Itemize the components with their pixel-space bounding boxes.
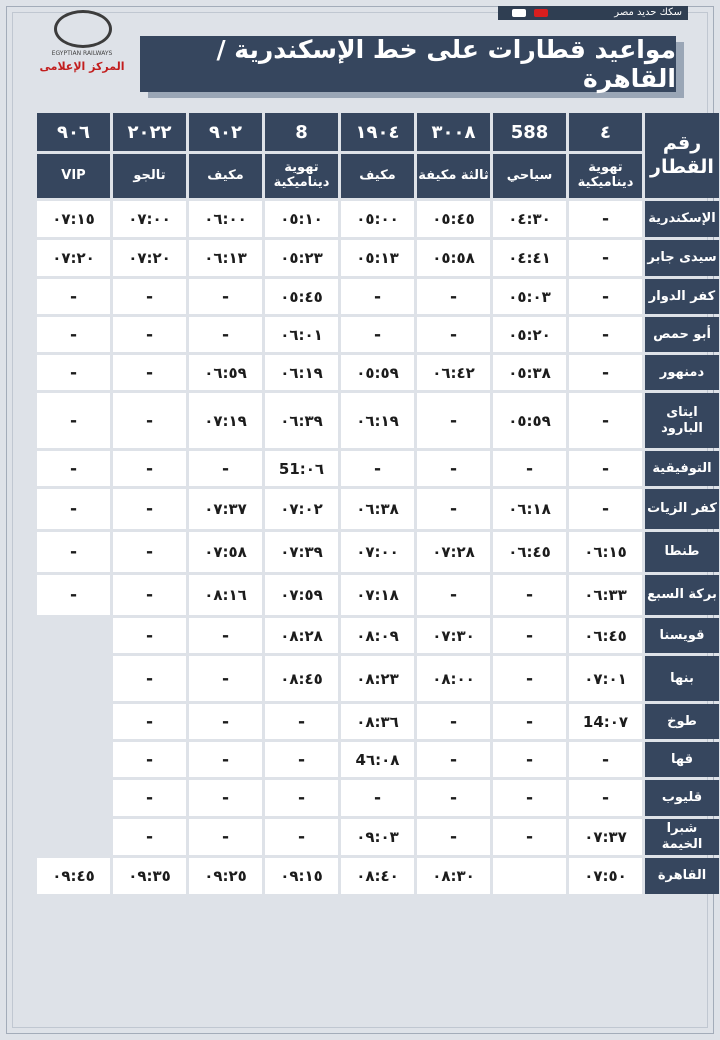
time-cell: - xyxy=(417,279,490,314)
time-cell: - xyxy=(569,240,642,276)
time-cell: ٠٥:٣٨ xyxy=(493,355,566,390)
time-cell: - xyxy=(113,532,186,572)
facebook-icon[interactable] xyxy=(512,9,526,17)
train-number: ١٩٠٤ xyxy=(341,113,414,151)
time-cell: ٠٦:٣٣ xyxy=(569,575,642,615)
train-number: ٩٠٦ xyxy=(37,113,110,151)
time-cell: ٠٩:٣٥ xyxy=(113,858,186,894)
time-cell: ٠٨:٠٩ xyxy=(341,618,414,653)
train-type: سياحي xyxy=(493,154,566,198)
table-row xyxy=(37,704,719,739)
station-name: كفر الدوار xyxy=(645,279,719,314)
time-cell: - xyxy=(189,279,262,314)
time-cell: ٠٨:١٦ xyxy=(189,575,262,615)
time-cell: ٠٥:٥٩ xyxy=(341,355,414,390)
time-cell: ٠٧:٥٨ xyxy=(189,532,262,572)
table-row xyxy=(37,317,719,352)
station-name: طنطا xyxy=(645,532,719,572)
time-cell: - xyxy=(113,451,186,486)
time-cell: - xyxy=(493,451,566,486)
time-cell: - xyxy=(189,656,262,701)
time-cell: ٠٦:51 xyxy=(265,451,338,486)
station-name: شبرا الخيمة xyxy=(645,819,719,855)
train-number: ٩٠٢ xyxy=(189,113,262,151)
train-type: مكيف xyxy=(341,154,414,198)
time-cell: ٠٨:٣٦ xyxy=(341,704,414,739)
table-row xyxy=(37,780,719,816)
time-cell: ٠٩:١٥ xyxy=(265,858,338,894)
time-cell: ٠٦:٤٥ xyxy=(493,532,566,572)
time-cell: - xyxy=(37,532,110,572)
time-cell: ٠٤:٣٠ xyxy=(493,201,566,237)
table-row xyxy=(37,451,719,486)
time-cell: ٠٩:٢٥ xyxy=(189,858,262,894)
table-row xyxy=(37,279,719,314)
time-cell: - xyxy=(113,279,186,314)
train-type: تهوية ديناميكية xyxy=(569,154,642,198)
header-row-numbers xyxy=(37,113,719,151)
station-name: الإسكندرية xyxy=(645,201,719,237)
time-cell: ٠٧:٥٩ xyxy=(265,575,338,615)
time-cell: - xyxy=(341,780,414,816)
time-cell: ٠٨:4٦ xyxy=(341,742,414,777)
station-name: بنها xyxy=(645,656,719,701)
time-cell: ٠٧:٣٠ xyxy=(417,618,490,653)
time-cell: - xyxy=(113,575,186,615)
time-cell: ٠٥:٤٥ xyxy=(417,201,490,237)
table-row xyxy=(37,656,719,701)
time-cell: ٠٧:١٨ xyxy=(341,575,414,615)
time-cell: - xyxy=(341,451,414,486)
time-cell: - xyxy=(189,780,262,816)
time-cell: ٠٨:٢٣ xyxy=(341,656,414,701)
time-cell: ٠٦:١٨ xyxy=(493,489,566,529)
time-cell: - xyxy=(417,780,490,816)
time-cell: - xyxy=(189,704,262,739)
time-cell: ٠٧:١٥ xyxy=(37,201,110,237)
time-cell: - xyxy=(189,317,262,352)
time-cell: - xyxy=(417,393,490,448)
table-row xyxy=(37,489,719,529)
time-cell: ٠٦:١٥ xyxy=(569,532,642,572)
table-row xyxy=(37,532,719,572)
time-cell: - xyxy=(189,819,262,855)
time-cell: - xyxy=(417,704,490,739)
time-cell: - xyxy=(189,618,262,653)
time-cell: ٠٨:٣٠ xyxy=(417,858,490,894)
time-cell: ٠٥:٥٨ xyxy=(417,240,490,276)
time-cell: - xyxy=(189,742,262,777)
time-cell: ٠٨:٠٠ xyxy=(417,656,490,701)
time-cell: ٠٥:٢٣ xyxy=(265,240,338,276)
railway-emblem-icon xyxy=(54,10,112,48)
time-cell: - xyxy=(417,575,490,615)
train-number: ٣٠٠٨ xyxy=(417,113,490,151)
train-number: ٢٠٢٢ xyxy=(113,113,186,151)
time-cell: - xyxy=(569,451,642,486)
table-row xyxy=(37,393,719,448)
time-cell: ٠٥:١٣ xyxy=(341,240,414,276)
time-cell: - xyxy=(113,393,186,448)
time-cell: ٠٨:٤٠ xyxy=(341,858,414,894)
time-cell: - xyxy=(37,317,110,352)
time-cell: ٠٦:١٩ xyxy=(265,355,338,390)
time-cell: ٠٧:٠٢ xyxy=(265,489,338,529)
time-cell: - xyxy=(569,317,642,352)
time-cell: ٠٧:٢٠ xyxy=(37,240,110,276)
time-cell: ٠٦:٣٨ xyxy=(341,489,414,529)
time-cell: - xyxy=(493,575,566,615)
time-cell: ٠٧:٣٧ xyxy=(569,819,642,855)
time-cell: - xyxy=(37,393,110,448)
time-cell: ٠٥:٠٣ xyxy=(493,279,566,314)
time-cell: ٠٥:٢٠ xyxy=(493,317,566,352)
time-cell: - xyxy=(113,489,186,529)
time-cell: ٠٦:٣٩ xyxy=(265,393,338,448)
station-name: القاهرة xyxy=(645,858,719,894)
station-name: قها xyxy=(645,742,719,777)
time-cell: - xyxy=(37,489,110,529)
time-cell: ٠٧:٢٨ xyxy=(417,532,490,572)
time-cell: ٠٧:٥٠ xyxy=(569,858,642,894)
time-cell: ٠٦:٠١ xyxy=(265,317,338,352)
station-name: التوفيقية xyxy=(645,451,719,486)
time-cell: - xyxy=(569,355,642,390)
time-cell: ٠٩:٤٥ xyxy=(37,858,110,894)
train-type: ثالثة مكيفة xyxy=(417,154,490,198)
time-cell: - xyxy=(569,201,642,237)
train-type: VIP xyxy=(37,154,110,198)
time-cell: - xyxy=(265,819,338,855)
time-cell: ٠٨:٤٥ xyxy=(265,656,338,701)
time-cell: - xyxy=(265,780,338,816)
station-name: ايتاى البارود xyxy=(645,393,719,448)
time-cell: - xyxy=(265,742,338,777)
time-cell xyxy=(493,858,566,894)
table-row xyxy=(37,858,719,894)
channel-bar xyxy=(498,6,688,20)
station-name: بركة السبع xyxy=(645,575,719,615)
time-cell: - xyxy=(113,317,186,352)
time-cell: - xyxy=(569,780,642,816)
train-type: تالجو xyxy=(113,154,186,198)
time-cell: - xyxy=(113,780,186,816)
logo xyxy=(26,8,138,74)
time-cell: - xyxy=(341,317,414,352)
train-type: مكيف xyxy=(189,154,262,198)
time-cell: ٠٧:١٩ xyxy=(189,393,262,448)
time-cell: ٠٦:٤٢ xyxy=(417,355,490,390)
time-cell: - xyxy=(569,489,642,529)
time-cell: ٠٥:١٠ xyxy=(265,201,338,237)
train-number-label: رقم القطار xyxy=(645,113,719,198)
train-number: 588 xyxy=(493,113,566,151)
time-cell: ٠٧:٠٠ xyxy=(113,201,186,237)
time-cell: ٠٧:٣٧ xyxy=(189,489,262,529)
train-type: تهوية ديناميكية xyxy=(265,154,338,198)
time-cell: ٠٥:٤٥ xyxy=(265,279,338,314)
time-cell: - xyxy=(417,489,490,529)
station-name: دمنهور xyxy=(645,355,719,390)
time-cell: ٠٦:٠٠ xyxy=(189,201,262,237)
station-name: أبو حمص xyxy=(645,317,719,352)
time-cell: - xyxy=(113,704,186,739)
page-title: مواعيد قطارات على خط الإسكندرية / القاهرة xyxy=(140,36,676,92)
station-name: طوخ xyxy=(645,704,719,739)
time-cell: ٠٤:٤١ xyxy=(493,240,566,276)
youtube-icon[interactable] xyxy=(534,9,548,17)
time-cell: - xyxy=(417,742,490,777)
time-cell: - xyxy=(569,393,642,448)
logo-text-ar: المركز الإعلامى xyxy=(39,60,125,73)
time-cell: ٠٧:14 xyxy=(569,704,642,739)
time-cell: ٠٧:٢٠ xyxy=(113,240,186,276)
time-cell: - xyxy=(113,819,186,855)
time-cell: - xyxy=(493,819,566,855)
time-cell: - xyxy=(417,317,490,352)
time-cell: ٠٧:٠٠ xyxy=(341,532,414,572)
station-name: سيدى جابر xyxy=(645,240,719,276)
table-row xyxy=(37,819,719,855)
time-cell: - xyxy=(569,742,642,777)
table-row xyxy=(37,240,719,276)
time-cell: ٠٦:١٩ xyxy=(341,393,414,448)
table-row xyxy=(37,355,719,390)
time-cell: - xyxy=(493,704,566,739)
time-cell: - xyxy=(37,575,110,615)
time-cell: - xyxy=(37,355,110,390)
time-cell: - xyxy=(493,742,566,777)
time-cell: - xyxy=(341,279,414,314)
time-cell: ٠٦:١٣ xyxy=(189,240,262,276)
time-cell: ٠٩:٠٣ xyxy=(341,819,414,855)
time-cell: - xyxy=(113,656,186,701)
time-cell: - xyxy=(265,704,338,739)
header-row-types xyxy=(37,154,719,198)
time-cell: ٠٨:٢٨ xyxy=(265,618,338,653)
logo-text-en: EGYPTIAN RAILWAYS xyxy=(51,50,113,57)
time-cell: - xyxy=(417,451,490,486)
channel-name[interactable]: سكك حديد مصر xyxy=(614,7,682,18)
train-number: 8 xyxy=(265,113,338,151)
timetable xyxy=(34,110,720,897)
time-cell: - xyxy=(37,279,110,314)
time-cell: - xyxy=(113,355,186,390)
time-cell: ٠٦:٥٩ xyxy=(189,355,262,390)
time-cell: - xyxy=(417,819,490,855)
time-cell: ٠٦:٤٥ xyxy=(569,618,642,653)
table-row xyxy=(37,575,719,615)
table-row xyxy=(37,201,719,237)
station-name: قليوب xyxy=(645,780,719,816)
time-cell: - xyxy=(189,451,262,486)
time-cell: ٠٥:٠٠ xyxy=(341,201,414,237)
time-cell: ٠٥:٥٩ xyxy=(493,393,566,448)
time-cell: ٠٧:٠١ xyxy=(569,656,642,701)
time-cell: - xyxy=(113,618,186,653)
train-number: ٤ xyxy=(569,113,642,151)
time-cell: - xyxy=(113,742,186,777)
table-row xyxy=(37,742,719,777)
table-row xyxy=(37,618,719,653)
time-cell: - xyxy=(37,451,110,486)
time-cell: - xyxy=(569,279,642,314)
time-cell: - xyxy=(493,780,566,816)
time-cell: - xyxy=(493,618,566,653)
time-cell: ٠٧:٣٩ xyxy=(265,532,338,572)
station-name: قويسنا xyxy=(645,618,719,653)
station-name: كفر الزيات xyxy=(645,489,719,529)
time-cell: - xyxy=(493,656,566,701)
